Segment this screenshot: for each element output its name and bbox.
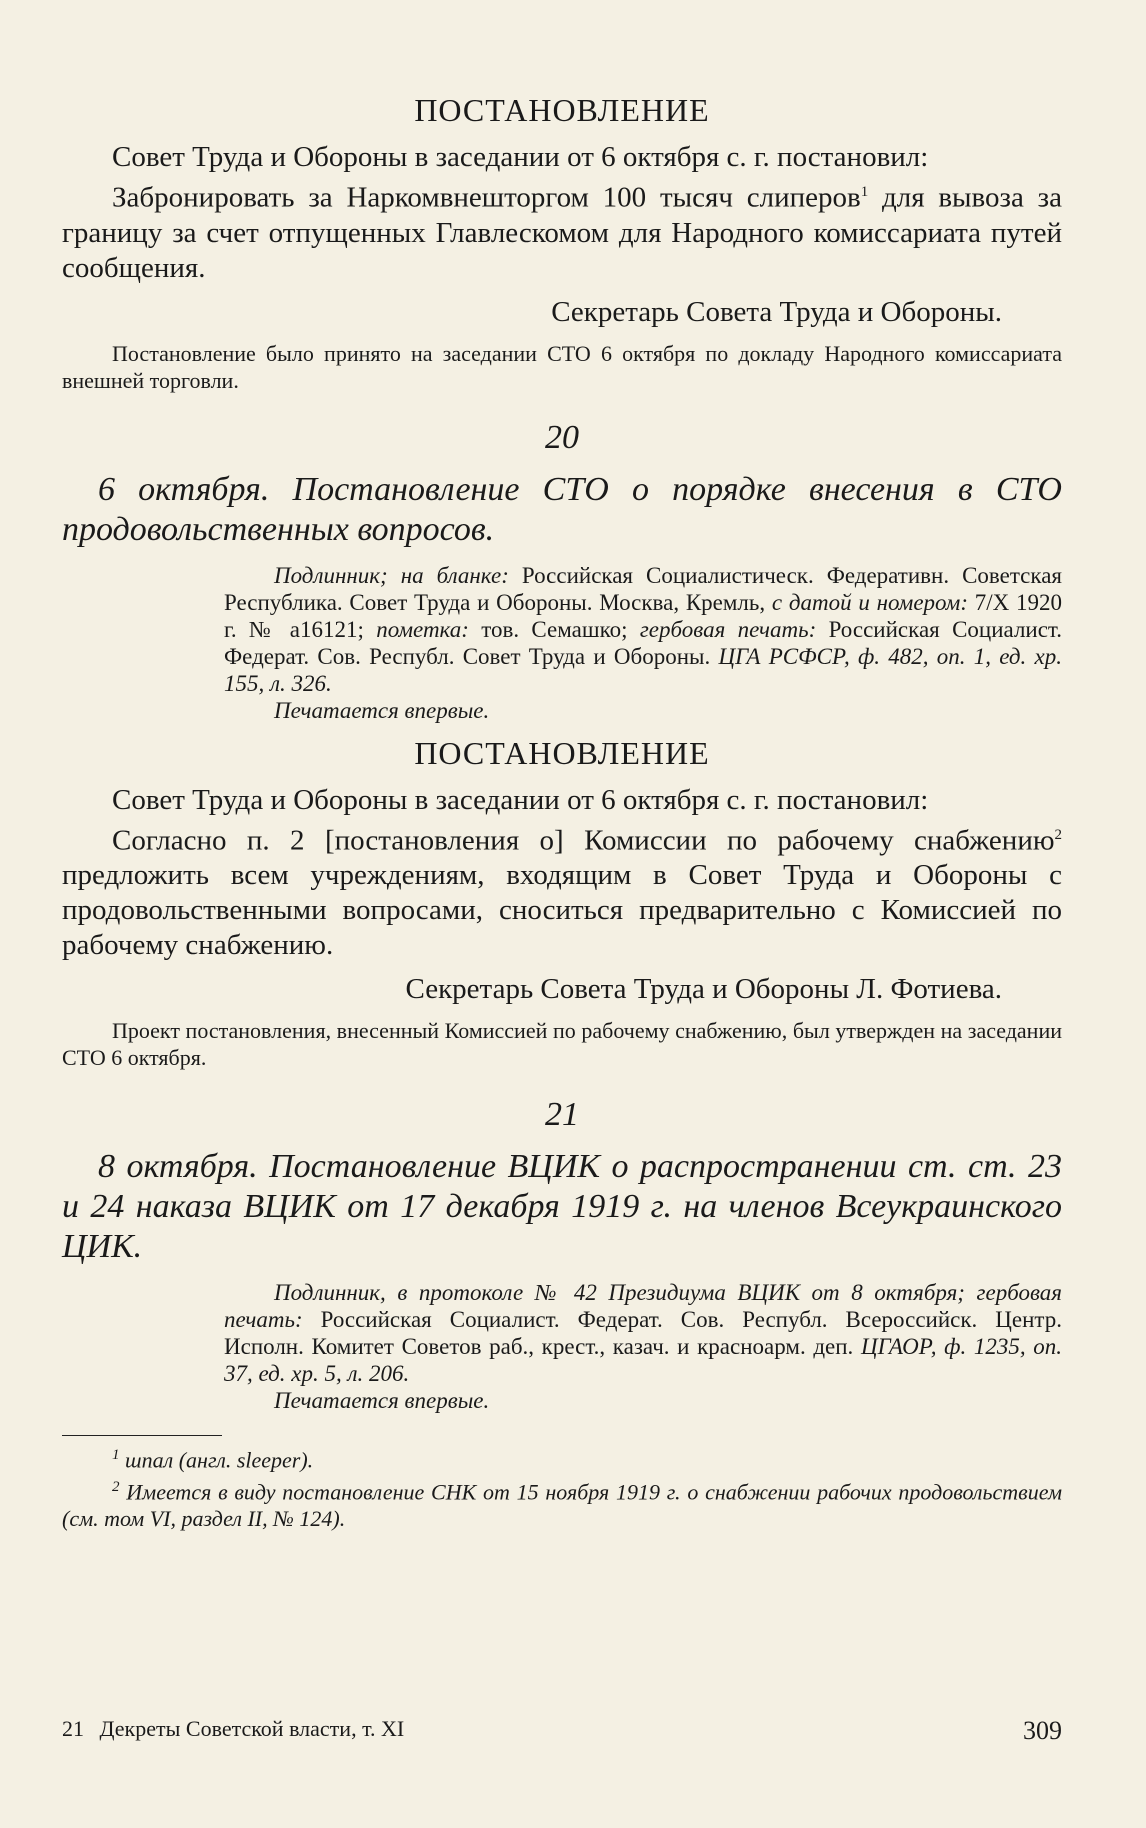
document-number-20: 20 — [545, 418, 579, 456]
resolution-2-para-2-text: Согласно п. 2 [постановления о] Комиссии по рабочему снабжению — [112, 824, 1055, 857]
footnote-2-text: Имеется в виду постановление СНК от 15 ноября 1919 г. о снабжении рабочих продовольствием (см. том VI, раздел II, № 124). — [62, 1478, 1062, 1531]
resolution-1-para-2 — [62, 175, 1062, 286]
archive-20-text-2: 7/X 1920 г. № а16121; — [224, 589, 1062, 642]
document-title-21: 8 октября. Постановление ВЦИК о распространении ст. ст. 23 и 24 наказа ВЦИК от 17 декабря 1919 г. на членов Всеукраинского ЦИК. — [62, 1148, 1062, 1266]
footnote-divider — [62, 1435, 222, 1436]
resolution-2-para-2 — [62, 818, 1062, 964]
footnote-1 — [62, 1442, 1062, 1473]
resolution-2-para-2-rest: предложить всем учреждениям, входящим в Совет Труда и Обороны с продовольственными вопросами, сноситься предварительно с Комиссией по рабочему снабжению. — [62, 859, 1062, 962]
note-2: Проект постановления, внесенный Комиссией по рабочему снабжению, был утвержден на заседании СТО 6 октября. — [62, 1018, 1062, 1071]
resolution-1-para-2-text: Забронировать за Наркомвнешторгом 100 тысяч слиперов — [112, 181, 861, 214]
book-title: Декреты Советской власти, т. XI — [99, 1716, 405, 1741]
archive-20-reference: ЦГА РСФСР, ф. 482, оп. 1, ед. хр. 155, л. 326. — [224, 643, 1062, 696]
signature-1: Секретарь Совета Труда и Обороны. — [551, 295, 1002, 328]
resolution-heading-2: ПОСТАНОВЛЕНИЕ — [414, 734, 710, 771]
archive-20-label-3: пометка: — [376, 616, 469, 642]
document-number-21: 21 — [545, 1096, 579, 1134]
printed-first-21: Печатается впервые. — [274, 1388, 490, 1414]
archive-20-label-1: Подлинник; на бланке: — [274, 562, 509, 588]
footer-left — [62, 1716, 414, 1746]
archive-21-text-1: Российская Социалист. Федерат. Сов. Республ. Всероссийск. Центр. Исполн. Комитет Советов раб., крест., казач. и красноарм. деп. — [224, 1307, 1062, 1360]
resolution-2-para-1: Совет Труда и Обороны в заседании от 6 октября с. г. постановил: — [112, 783, 929, 816]
footnote-2 — [62, 1474, 1062, 1532]
footnote-ref-1: 1 — [860, 184, 869, 200]
document-title-20: 6 октября. Постановление СТО о порядке внесения в СТО продовольственных вопросов. — [62, 470, 1062, 548]
resolution-1-para-2-rest: для вывоза за границу за счет отпущенных Главлескомом для Народного комиссариата путей сообщения. — [62, 181, 1062, 284]
page-footer — [62, 1716, 1062, 1746]
archive-21-reference: ЦГАОР, ф. 1235, оп. 37, ед. хр. 5, л. 206. — [224, 1334, 1062, 1387]
archive-20-label-4: гербовая печать: — [639, 616, 817, 642]
footnote-2-number: 2 — [112, 1478, 120, 1495]
archive-20-text-3: тов. Семашко; — [468, 616, 640, 642]
archive-21-label-1: Подлинник, в протоколе № 42 Президиума ВЦИК от 8 октября; гербовая печать: — [224, 1280, 1062, 1333]
footnote-ref-2: 2 — [1054, 826, 1062, 843]
page-number: 309 — [1023, 1716, 1062, 1745]
signature-2: Секретарь Совета Труда и Обороны Л. Фотиева. — [405, 973, 1002, 1006]
resolution-1-para-1: Совет Труда и Обороны в заседании от 6 октября с. г. постановил: — [112, 141, 929, 173]
resolution-heading-1: ПОСТАНОВЛЕНИЕ — [414, 92, 710, 128]
footnote-1-text: шпал (англ. sleeper). — [119, 1447, 314, 1473]
archive-20-label-2: с датой и номером: — [771, 589, 968, 615]
page-content — [62, 90, 1062, 1532]
footnote-1-number: 1 — [112, 1447, 120, 1464]
archive-note-20 — [224, 562, 1062, 697]
archive-20-text-1: Российская Социалистическ. Федеративн. Советская Республика. Совет Труда и Обороны. Москва, Кремль, — [224, 562, 1062, 615]
printed-first-20: Печатается впервые. — [274, 697, 490, 723]
archive-20-text-4: Российская Социалист. Федерат. Сов. Республ. Совет Труда и Обороны. — [224, 616, 1063, 669]
archive-note-21 — [224, 1279, 1062, 1387]
signature-mark: 21 — [62, 1716, 84, 1741]
note-1: Постановление было принято на заседании СТО 6 октября по докладу Народного комиссариата внешней торговли. — [62, 340, 1062, 393]
